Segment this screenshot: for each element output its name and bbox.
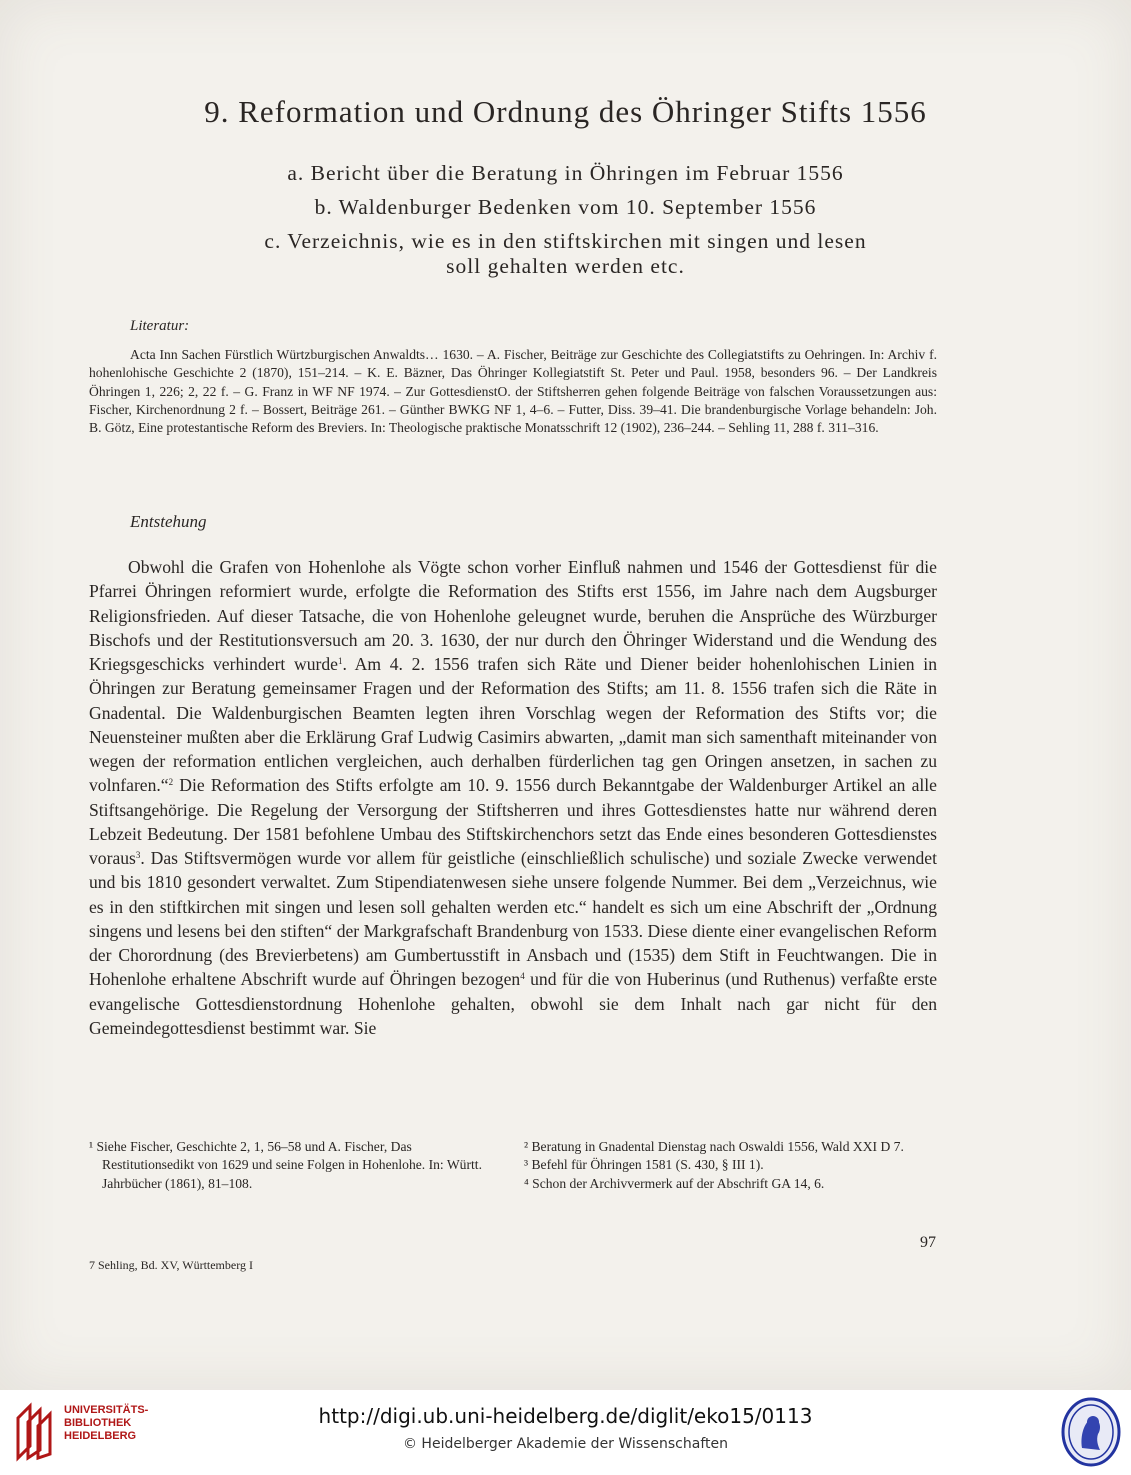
footnote-ref-4: 4	[520, 971, 525, 982]
footnote-1: ¹ Siehe Fischer, Geschichte 2, 1, 56–58 und A. Fischer, Das Restitutionsedikt von 1629 und seine Folgen in Hohenlohe. In: Württ. Jahrbücher (1861), 81–108.	[89, 1139, 482, 1191]
footnote-ref-1: 1	[338, 656, 343, 666]
footnote-ref-2: 2	[168, 777, 174, 788]
literature-heading: Literatur:	[130, 318, 190, 334]
subtitle-c-line2: soll gehalten werden etc.	[446, 254, 685, 278]
footnote-2: ² Beratung in Gnadental Dienstag nach Oswaldi 1556, Wald XXI D 7.	[524, 1139, 904, 1154]
academy-seal-icon[interactable]	[1060, 1396, 1122, 1468]
body-text-4: . Das Stiftsvermögen wurde vor allem für geistliche (einschließlich schulische) und soziale Zwecke verwendet und bis 1810 gesondert verwaltet. Zum Stipendiatenwesen siehe unsere folgende Nummer. Bei dem „Verzeichnus, wie es in den stiftkirchen mit singen und lesen soll gehalten werden etc.“ handelt es sich um eine Abschrift der „Ordnung singens und lesens bei den stiften“ der Markgrafschaft Brandenburg von 1533. Diese diente einer evangelischen Reform der Chorordnung (des Brevierbetens) am Gumbertusstift in Ansbach und (1535) dem Stift in Feuchtwangen. Die in Hohenlohe erhaltene Abschrift wurde auf Öhringen bezogen	[89, 848, 937, 990]
footnotes-right	[524, 1138, 938, 1193]
subtitle-b: b. Waldenburger Bedenken vom 10. September 1556	[314, 195, 817, 219]
copyright-notice: © Heidelberger Akademie der Wissenschaften	[402, 1436, 728, 1452]
page-number: 97	[920, 1234, 936, 1251]
footnote-3: ³ Befehl für Öhringen 1581 (S. 430, § III 1).	[524, 1157, 764, 1173]
library-logo-icon[interactable]	[14, 1400, 58, 1462]
literature-text: Acta Inn Sachen Fürstlich Würtzburgischen Anwaldts… 1630. – A. Fischer, Beiträge zur Geschichte des Collegiatstifts zu Oehringen. In: Archiv f. hohenlohische Geschichte 2 (1870), 151–214. – K. E. Bäzner, Das Öhringer Kollegiatstift St. Peter und Paul. 1958, besonders 96. – Der Landkreis Öhringen 1, 226; 2, 22 f. – G. Franz in WF NF 1974. – Zur GottesdienstO. der Stiftsherren gehen folgende Beiträge von falschen Voraussetzungen aus: Fischer, Kirchenordnung 2 f. – Bossert, Beiträge 261. – Günther BWKG NF 1, 4–6. – Futter, Diss. 39–41. Die brandenburgische Vorlage behandeln: Joh. B. Götz, Eine protestantische Reform des Breviers. In: Theologische praktische Monatsschrift 12 (1902), 236–244. – Sehling 11, 288 f. 311–316.	[89, 347, 937, 436]
body-paragraph	[89, 555, 937, 1040]
body-text-2: . Am 4. 2. 1556 trafen sich Räte und Diener beider hohenlohischen Linien in Öhringen zur Beratung gemeinsamer Fragen und der Reformation des Stifts; am 11. 8. 1556 trafen sich die Räte in Gnadental. Die Waldenburgischen Beamten legten ihren Vorschlag wegen der Reformation des Stifts vor; die Neuensteiner mußten aber die Erklärung Graf Ludwig Casimirs abwarten, „damit man sich samenthaft miteinander von wegen der reformation entlichen vergleichen, auch derhalben fürderlichen tag gen Oringen ansetzen, in sachen zu volnfaren.“	[89, 654, 937, 796]
body-text-3: Die Reformation des Stifts erfolgte am 10. 9. 1556 durch Bekanntgabe der Waldenburger Artikel an alle Stiftsangehörige. Die Regelung der Versorgung der Stiftsherren und ihres Gottesdienstes hatte nur während deren Lebzeit Bedeutung. Der 1581 befohlene Umbau des Stiftskirchenchors setzt das Ende eines besonderen Gottesdienstes voraus	[89, 775, 937, 868]
subtitle-a: a. Bericht über die Beratung in Öhringen im Februar 1556	[287, 161, 844, 185]
library-name-line3: HEIDELBERG	[64, 1430, 137, 1442]
body-text-1: Obwohl die Grafen von Hohenlohe als Vögte schon vorher Einfluß nahmen und 1546 der Gottesdienst für die Pfarrei Öhringen reformiert wurde, erfolgte die Reformation des Stifts erst 1556, im Jahre nach dem Augsburger Religionsfrieden. Auf dieser Tatsache, die von Hohenlohe geleugnet wurde, beruhen die Ansprüche des Würzburger Bischofs und der Restitutionsversuch am 20. 3. 1630, der nur durch den Öhringer Widerstand und die Wendung des Kriegsgeschicks verhindert wurde	[89, 557, 937, 674]
page-title: 9. Reformation und Ordnung des Öhringer Stifts 1556	[204, 94, 927, 129]
permalink-url[interactable]: http://digi.ub.uni-heidelberg.de/diglit/eko15/0113	[318, 1404, 813, 1428]
signature-line: 7 Sehling, Bd. XV, Württemberg I	[89, 1258, 253, 1272]
footnotes-left	[89, 1138, 501, 1193]
subtitle-c-line1: c. Verzeichnis, wie es in den stiftskirchen mit singen und lesen	[264, 229, 867, 253]
footnote-ref-3: 3	[135, 850, 141, 860]
library-name-line1: UNIVERSITÄTS-	[64, 1404, 149, 1416]
library-name[interactable]	[64, 1404, 148, 1443]
footnote-4: ⁴ Schon der Archivvermerk auf der Abschrift GA 14, 6.	[524, 1175, 825, 1191]
body-text-5: und für die von Huberinus (und Ruthenus) verfaßte erste evangelische Gottesdienstordnung Hohenlohe gehalten, obwohl sie dem Inhalt nach gar nicht für den Gemeindegottesdienst bestimmt war. Sie	[89, 969, 937, 1038]
footer-bar	[0, 1390, 1131, 1475]
section-heading: Entstehung	[130, 512, 207, 531]
library-name-line2: BIBLIOTHEK	[64, 1417, 132, 1429]
